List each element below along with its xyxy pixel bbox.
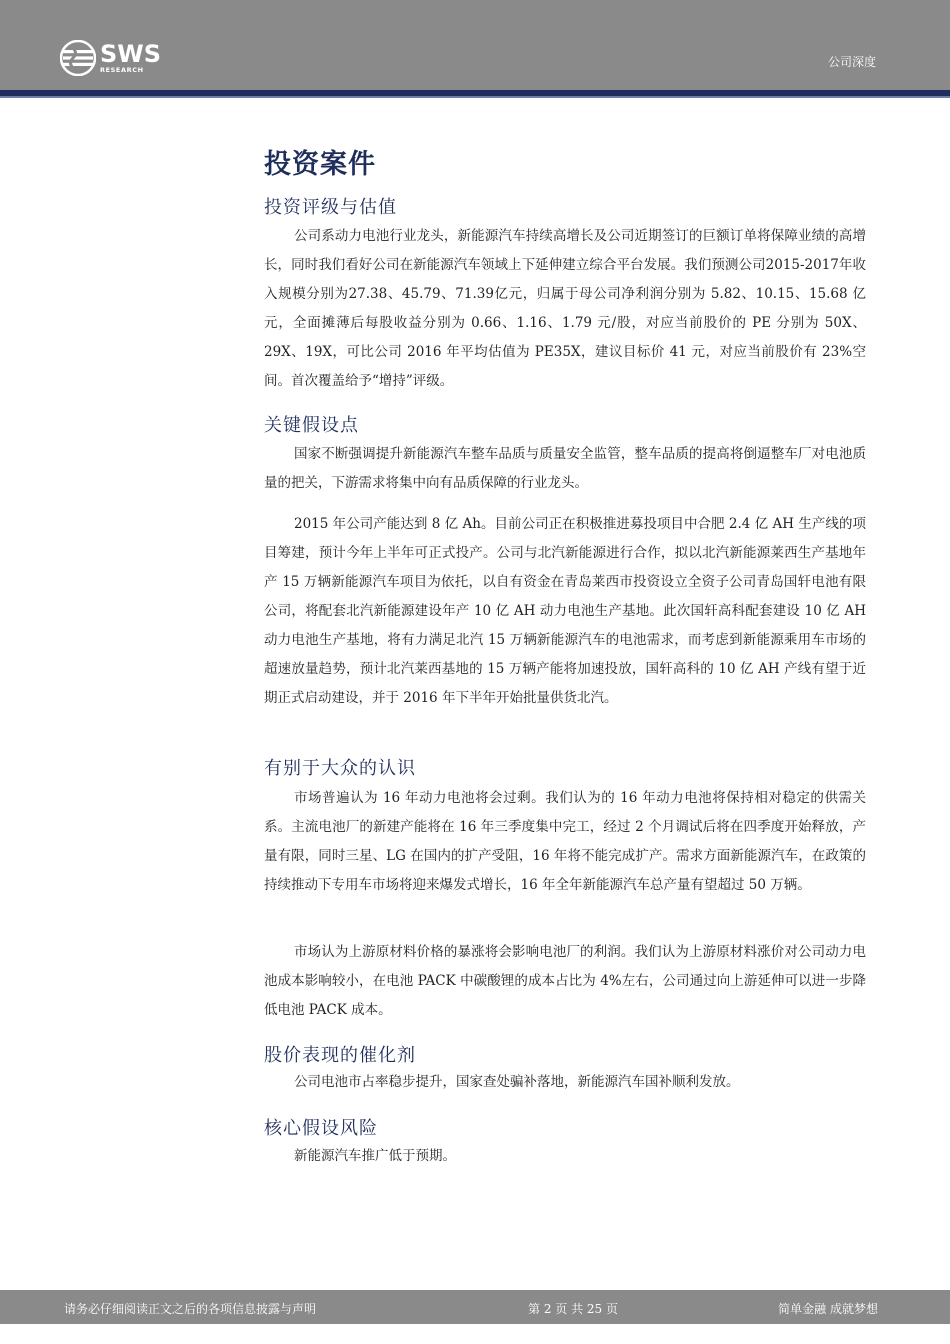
section-heading-catalysts: 股价表现的催化剂 xyxy=(264,1045,416,1066)
footer-slogan: 简单金融 成就梦想 xyxy=(778,1302,878,1316)
page-title: 投资案件 xyxy=(264,149,376,180)
catalysts-paragraph: 公司电池市占率稳步提升，国家查处骗补落地，新能源汽车国补顺利发放。 xyxy=(294,1074,740,1090)
risks-paragraph: 新能源汽车推广低于预期。 xyxy=(294,1148,456,1164)
report-type-label: 公司深度 xyxy=(827,55,876,69)
differentiated-view-paragraph-1: 市场普遍认为 16 年动力电池将会过剩。我们认为的 16 年动力电池将保持相对稳定的供需关系。主流电池厂的新建产能将在 16 年三季度集中完工，经过 2 个月调试后将在四季度开始释放，产量有限，同时三星、LG 在国内的扩产受阻，16 年将不能完成扩产。需求方面新能源汽车，在政策的持续推动下专用车市场将迎来爆发式增长，16 年全年新能源汽车总产量有望超过 50 万辆。 xyxy=(264,790,866,893)
logo-text: SWS xyxy=(100,40,162,69)
footer-disclaimer: 请务必仔细阅读正文之后的各项信息披露与声明 xyxy=(64,1302,317,1316)
page-footer xyxy=(0,1290,950,1324)
valuation-paragraph: 公司系动力电池行业龙头，新能源汽车持续高增长及公司近期签订的巨额订单将保障业绩的高增长，同时我们看好公司在新能源汽车领域上下延伸建立综合平台发展。我们预测公司2015-2017年收入规模分别为27.38、45.79、71.39亿元，归属于母公司净利润分别为 5.82、10.15、15.68 亿元，全面摊薄后每股收益分别为 0.66、1.16、1.79 元/股，对应当前股价的 PE 分别为 50X、29X、19X，可比公司 2016 年平均估值为 PE35X，建议目标价 41 元，对应当前股价有 23%空间。首次覆盖给予“增持”评级。 xyxy=(264,228,866,389)
sws-logo xyxy=(60,38,161,78)
header-divider-accent xyxy=(0,96,950,98)
section-heading-differentiated-view: 有别于大众的认识 xyxy=(264,758,416,779)
differentiated-view-paragraph-2: 市场认为上游原材料价格的暴涨将会影响电池厂的利润。我们认为上游原材料涨价对公司动力电池成本影响较小，在电池 PACK 中碳酸锂的成本占比为 4%左右，公司通过向上游延伸可以进一步降低电池 PACK 成本。 xyxy=(264,944,866,1018)
section-heading-assumptions: 关键假设点 xyxy=(264,415,359,436)
assumptions-paragraph-2: 2015 年公司产能达到 8 亿 Ah。目前公司正在积极推进募投项目中合肥 2.4 亿 AH 生产线的项目筹建，预计今年上半年可正式投产。公司与北汽新能源进行合作，拟以北汽新能源莱西生产基地年产 15 万辆新能源汽车项目为依托，以自有资金在青岛莱西市投资设立全资子公司青岛国轩电池有限公司，将配套北汽新能源建设年产 10 亿 AH 动力电池生产基地。此次国轩高科配套建设 10 亿 AH 动力电池生产基地，将有力满足北汽 15 万辆新能源汽车的电池需求，而考虑到新能源乘用车市场的超速放量趋势，预计北汽莱西基地的 15 万辆产能将加速投放，国轩高科的 10 亿 AH 产线有望于近期正式启动建设，并于 2016 年下半年开始批量供货北汽。 xyxy=(264,516,866,706)
page-header xyxy=(0,0,950,90)
footer-page-info: 第 2 页 共 25 页 xyxy=(528,1302,618,1316)
logo-subtext: RESEARCH xyxy=(100,66,144,75)
section-heading-risks: 核心假设风险 xyxy=(264,1118,378,1139)
assumptions-paragraph-1: 国家不断强调提升新能源汽车整车品质与质量安全监管，整车品质的提高将倒逼整车厂对电池质量的把关，下游需求将集中向有品质保障的行业龙头。 xyxy=(264,446,866,491)
sws-logo-icon xyxy=(60,40,96,76)
section-heading-valuation: 投资评级与估值 xyxy=(264,197,397,218)
